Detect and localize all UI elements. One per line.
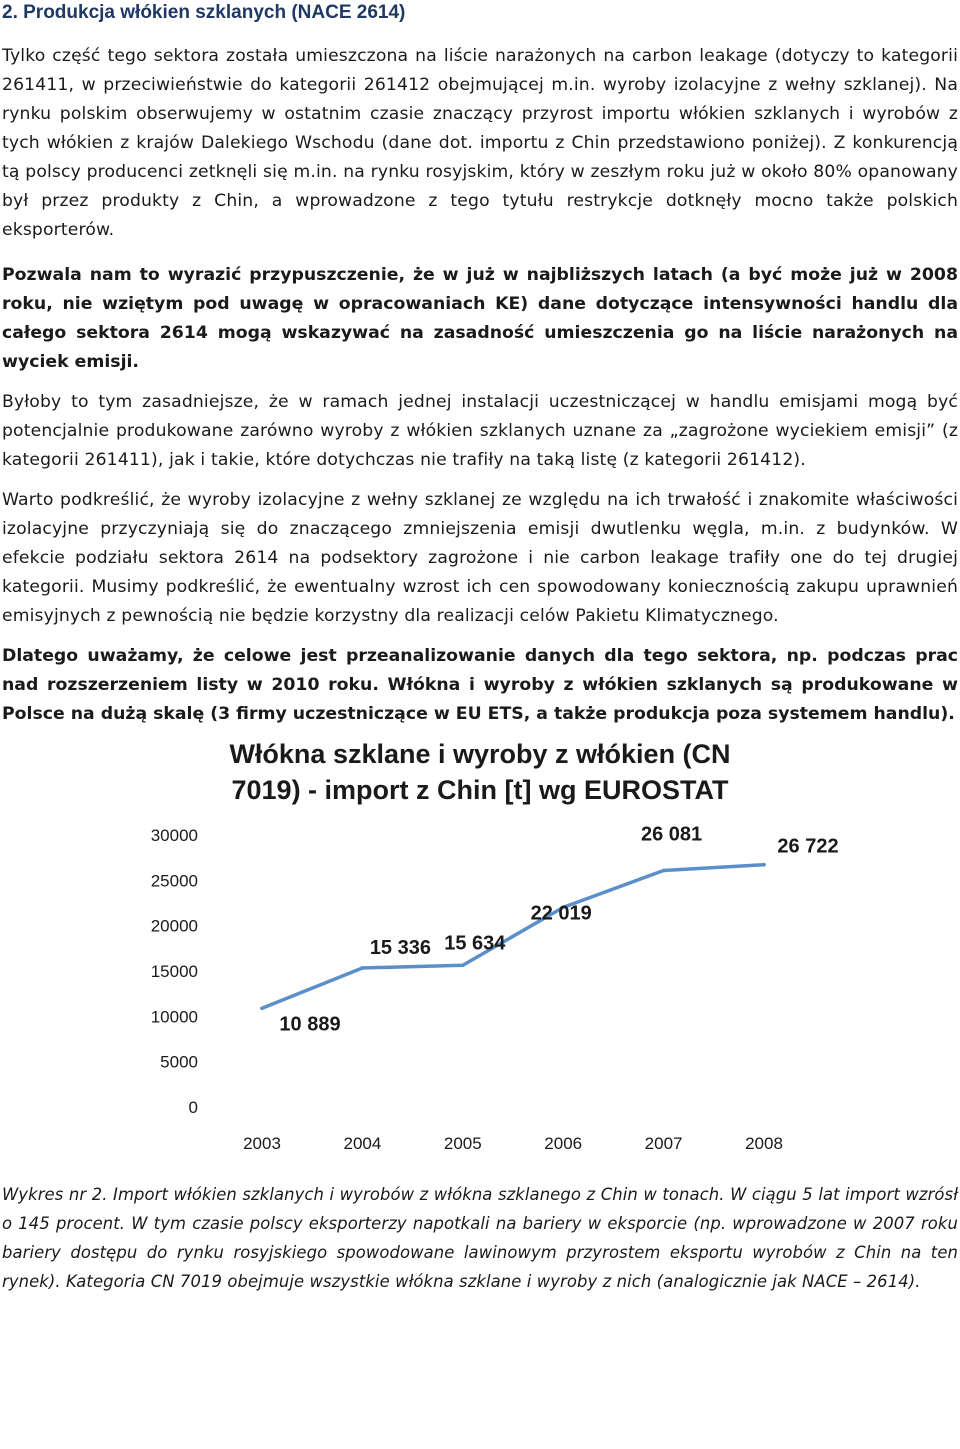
chart-caption: Wykres nr 2. Import włókien szklanych i wyrobów z włókna szklanego z Chin w tonach. W ciągu 5 lat import wzrósł o 145 procent. W tym czasie polscy eksporterzy napotkali na bariery w eksporcie (np. wprowadzone w 2007 roku bariery dostępu do rynku rosyjskiego spowodowane lawinowym przyrostem eksportu wyrobów z Chin na ten rynek). Kategoria CN 7019 obejmuje wszystkie włókna szklane i wyroby z nich (analogicznie jak NACE – 2614). [2, 1185, 958, 1291]
data-label: 26 722 [777, 835, 839, 858]
x-tick-label: 2008 [745, 1134, 783, 1153]
x-tick-label: 2005 [443, 1134, 482, 1153]
y-tick-label: 15000 [150, 962, 198, 981]
paragraph-installations: Byłoby to tym zasadniejsze, że w ramach jednej instalacji uczestniczącej w handlu emisjami mogą być potencjalnie produkowane zarówno wyroby z włókien szklanych uznane za „zagrożone wyciekiem emisji” (z kategorii 261411), jak i takie, które dotychczas nie trafiły na taką listę (z kategorii 261412). [2, 392, 958, 470]
data-point [260, 1006, 264, 1010]
y-tick-label: 25000 [150, 871, 198, 891]
data-label: 26 081 [641, 823, 703, 846]
paragraph-recommendation-bold: Dlatego uważamy, że celowe jest przeanalizowanie danych dla tego sektora, np. podczas prac nad rozszerzeniem listy w 2010 roku. Włókna i wyroby z włókien szklanych są produkowane w Polsce na dużą skalę (3 firmy uczestniczące w EU ETS, a także produkcja poza systemem handlu). [2, 646, 958, 724]
series-line [262, 865, 764, 1009]
paragraph-carbon-leakage: Tylko część tego sektora została umieszczona na liście narażonych na carbon leakage (dotyczy to kategorii 261411, w przeciwieństwie do kategorii 261412 obejmującej m.in. wyroby izolacyjne z wełny szklanej). Na rynku polskim obserwujemy w ostatnim czasie znaczący przyrost importu włókien szklanych i wyrobów z tych włókien z krajów Dalekiego Wschodu (dane dot. importu z Chin przedstawiono poniżej). Z konkurencją tą polscy producenci zetknęli się m.in. na rynku rosyjskim, który w zeszłym roku już w około 80% opanowany był przez produkty z Chin, a wprowadzone z tego tytułu restrykcje dotknęły mocno także polskich eksporterów. [2, 46, 958, 240]
y-tick-label: 10000 [150, 1007, 198, 1027]
paragraph-conclusion-bold: Pozwala nam to wyrazić przypuszczenie, że w już w najbliższych latach (a być może już w 2008 roku, nie wziętym pod uwagę w opracowaniach KE) dane dotyczące intensywności handlu dla całego sektora 2614 mogą wskazywać na zasadność umieszczenia go na liście narażonych na wyciek emisji. [2, 265, 958, 372]
paragraph-insulation: Warto podkreślić, że wyroby izolacyjne z wełny szklanej ze względu na ich trwałość i znakomite właściwości izolacyjne przyczyniają się do znaczącego zmniejszenia emisji dwutlenku węgla, m.in. z budynków. W efekcie podziału sektora 2614 na podsektory zagrożone i nie carbon leakage trafiły one do tej drugiej kategorii. Musimy podkreślić, że ewentualny wzrost ich cen spowodowany koniecznością zakupu uprawnień emisyjnych z pewnością nie będzie korzystny dla realizacji celów Pakietu Klimatycznego. [2, 490, 958, 626]
data-point [461, 963, 465, 967]
y-tick-label: 0 [188, 1098, 198, 1117]
data-label: 15 634 [444, 932, 506, 955]
data-point [662, 869, 666, 873]
chart-title-line-2: 7019) - import z Chin [t] wg EUROSTAT [231, 775, 729, 805]
data-label: 10 889 [279, 1013, 341, 1036]
y-tick-label: 30000 [150, 826, 198, 845]
x-tick-label: 2007 [644, 1134, 683, 1153]
import-chart [2, 735, 958, 1180]
x-tick-label: 2004 [343, 1134, 382, 1153]
data-point [361, 966, 365, 970]
document-page [2, 0, 958, 1296]
x-tick-label: 2003 [243, 1134, 281, 1153]
section-heading: 2. Produkcja włókien szklanych (NACE 2614) [2, 2, 406, 23]
y-tick-label: 20000 [150, 916, 198, 936]
data-label: 22 019 [530, 902, 592, 925]
chart-title-line-1: Włókna szklane i wyroby z włókien (CN [229, 739, 731, 769]
y-tick-label: 5000 [160, 1052, 198, 1072]
import-chart-svg [2, 735, 958, 1180]
data-point [762, 863, 766, 867]
data-label: 15 336 [369, 936, 431, 959]
x-tick-label: 2006 [544, 1134, 583, 1153]
